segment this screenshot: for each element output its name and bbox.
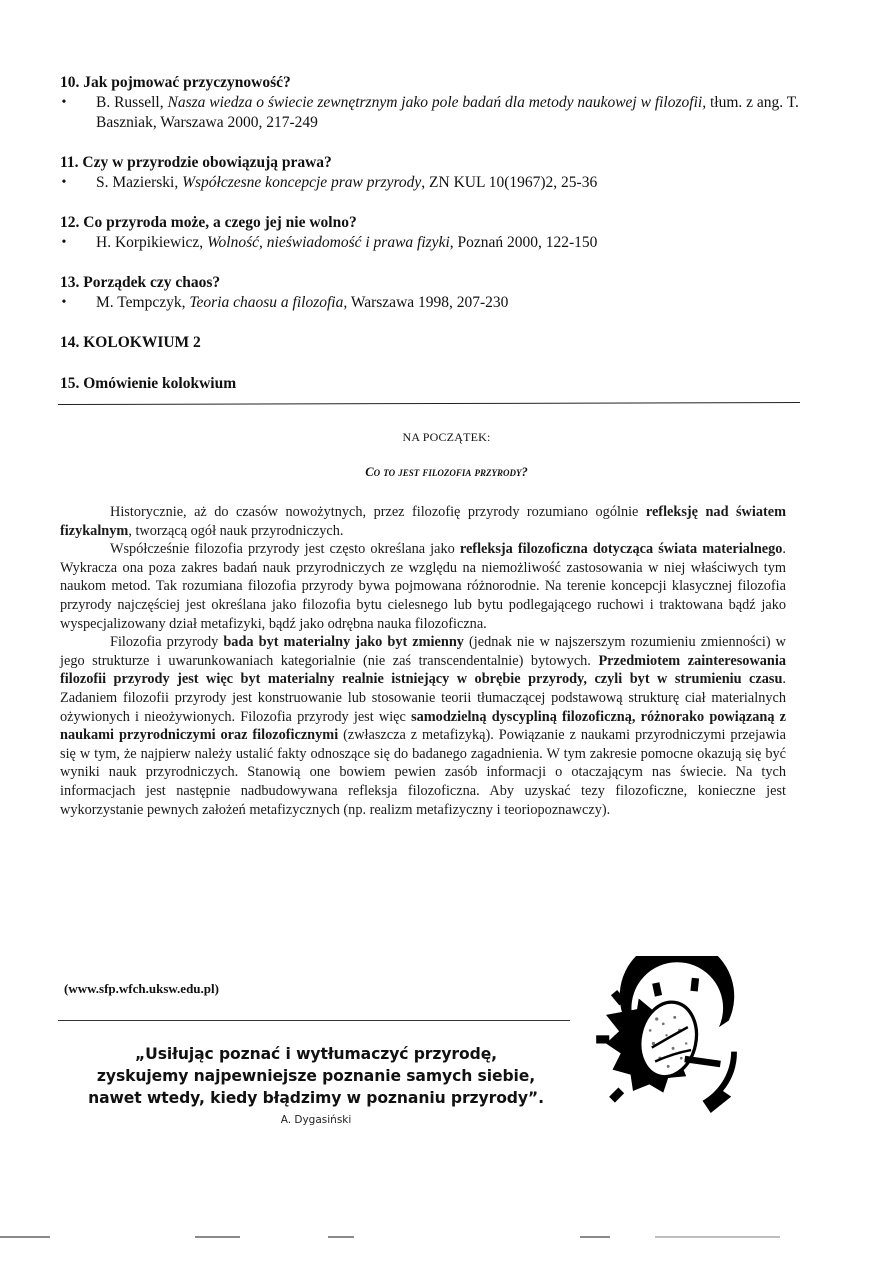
topic-title: 13. Porządek czy chaos?: [60, 274, 221, 291]
quote-divider: [58, 1020, 570, 1021]
topic-12: [60, 213, 800, 253]
reference-author: S. Mazierski,: [96, 174, 183, 191]
text-run: Historycznie, aż do czasów nowożytnych, przez filozofię przyrody rozumiano ogólnie: [110, 504, 646, 520]
syllabus-list: [60, 73, 800, 414]
emphasis-run: bada byt materialny jako byt zmienny: [223, 634, 464, 651]
text-run: Filozofia przyrody: [110, 634, 224, 651]
section-title: Co to jest filozofia przyrody?: [365, 465, 528, 479]
topic-title: 10. Jak pojmować przyczynowość?: [60, 74, 291, 91]
reference: [60, 293, 800, 313]
bullet-icon: •: [61, 235, 67, 250]
text-run: , tworzącą ogół nauk przyrodniczych.: [128, 522, 344, 539]
text-run: (jednak nie w najszerszym rozumieniu zmienności) w jego strukturze i uwarunkowaniach kategorialnie (nie zaś transcendentalnie) bytowych.: [60, 634, 786, 669]
scan-edge-marks: [0, 1234, 893, 1240]
topic-title: 14. KOLOKWIUM 2: [60, 334, 201, 351]
quote: [60, 1043, 572, 1109]
reference-details: tłum. z ang. T. Baszniak, Warszawa 2000, 217-249: [96, 94, 799, 131]
reference: [60, 93, 800, 133]
topic-13: [60, 273, 800, 313]
text-run: Współcześnie filozofia przyrody jest często określana jako: [110, 541, 460, 558]
reference: [60, 233, 800, 253]
text-run: (zwłaszcza z metafizyką). Powiązanie z naukami przyrodniczymi przejawia się w tym, że najpierw należy ustalić fakty odnoszące się do badanego zagadnienia. W tym zakresie pomocne okazują się być wyniki nauk przyrodniczych. Stanowią one bowiem pewien zasób informacji o otaczającym nas świecie. Na tych informacjach jest następnie nadbudowywana refleksja filozoficzna. Aby uzyskać tezy filozoficzne, konieczne jest wykorzystanie pewnych założeń metafizycznych (np. realizm metafizyczny i teoriopoznawczy).: [60, 727, 786, 818]
quote-line: nawet wtedy, kiedy błądzimy w poznaniu przyrody”.: [88, 1089, 544, 1107]
reference-author: H. Korpikiewicz,: [96, 234, 208, 251]
paragraph-1: [60, 503, 786, 540]
topic-15: [60, 374, 800, 394]
sun-gear-leaf-logo-icon: [588, 956, 768, 1131]
topic-title: 12. Co przyroda może, a czego jej nie wolno?: [60, 214, 357, 231]
topic-11: [60, 153, 800, 193]
reference-work: Nasza wiedza o świecie zewnętrznym jako pole badań dla metody naukowej w filozofii,: [167, 94, 707, 111]
bullet-icon: •: [61, 295, 67, 310]
quote-line: zyskujemy najpewniejsze poznanie samych siebie,: [96, 1067, 536, 1085]
text-run: . Wykracza ona poza zakres badań nauk przyrodniczych ze względu na niemożliwość zastosowania w niej właściwych tym naukom metod. Tak rozumiana filozofia przyrody bywa pojmowana różnorodnie. Na terenie koncepcji klasycznej filozofia przyrody najczęściej jest określana jako filozofia bytu cielesnego lub bytu podlegającego ruchowi i traktowana bądź jako wyspecjalizowany dział metafizyki, bądź jako odrębna nauka filozoficzna.: [60, 541, 786, 632]
reference-details: , Poznań 2000, 122-150: [449, 234, 598, 251]
reference-work: Teoria chaosu a filozofia,: [189, 294, 348, 311]
reference-details: Warszawa 1998, 207-230: [347, 294, 509, 311]
emphasis-run: Przedmiotem zainteresowania filozofii przyrody jest więc byt materialny realnie istniejący w obrębie przyrody, czyli byt w strumieniu czasu: [60, 652, 786, 688]
bullet-icon: •: [61, 95, 67, 110]
quote-line: „Usiłując poznać i wytłumaczyć przyrodę,: [135, 1045, 497, 1063]
source-url: (www.sfp.wfch.uksw.edu.pl): [64, 981, 219, 996]
topic-title: 11. Czy w przyrodzie obowiązują prawa?: [60, 154, 332, 171]
quote-author: A. Dygasiński: [280, 1114, 352, 1126]
text-run: . Zadaniem filozofii przyrody jest konstruowanie lub stosowanie teorii tłumaczącej podstawową strukturę ciał materialnych ożywionych i nieożywionych. Filozofia przyrody jest więc: [60, 671, 786, 725]
topic-10: [60, 73, 800, 133]
emphasis-run: samodzielną dyscypliną filozoficzną, różnorako powiązaną z naukami przyrodniczymi oraz filozoficznymi: [60, 708, 787, 744]
bullet-icon: •: [61, 175, 67, 190]
reference-work: Wolność, nieświadomość i prawa fizyki: [207, 234, 450, 251]
emphasis-run: refleksja filozoficzna dotycząca świata materialnego: [459, 541, 783, 558]
reference-details: , ZN KUL 10(1967)2, 25-36: [421, 174, 598, 191]
reference-author: B. Russell,: [96, 94, 168, 111]
paragraph-3: [60, 633, 786, 819]
reference: [60, 173, 800, 193]
topic-14: [60, 333, 800, 353]
emphasis-run: refleksję nad światem fizykalnym: [60, 504, 786, 539]
topic-title: 15. Omówienie kolokwium: [60, 375, 237, 392]
reference-work: Współczesne koncepcje praw przyrody: [182, 174, 422, 191]
essay-body: [60, 503, 786, 819]
section-kicker: NA POCZĄTEK:: [402, 430, 491, 444]
reference-author: M. Tempczyk,: [96, 294, 190, 311]
paragraph-2: [60, 540, 786, 633]
